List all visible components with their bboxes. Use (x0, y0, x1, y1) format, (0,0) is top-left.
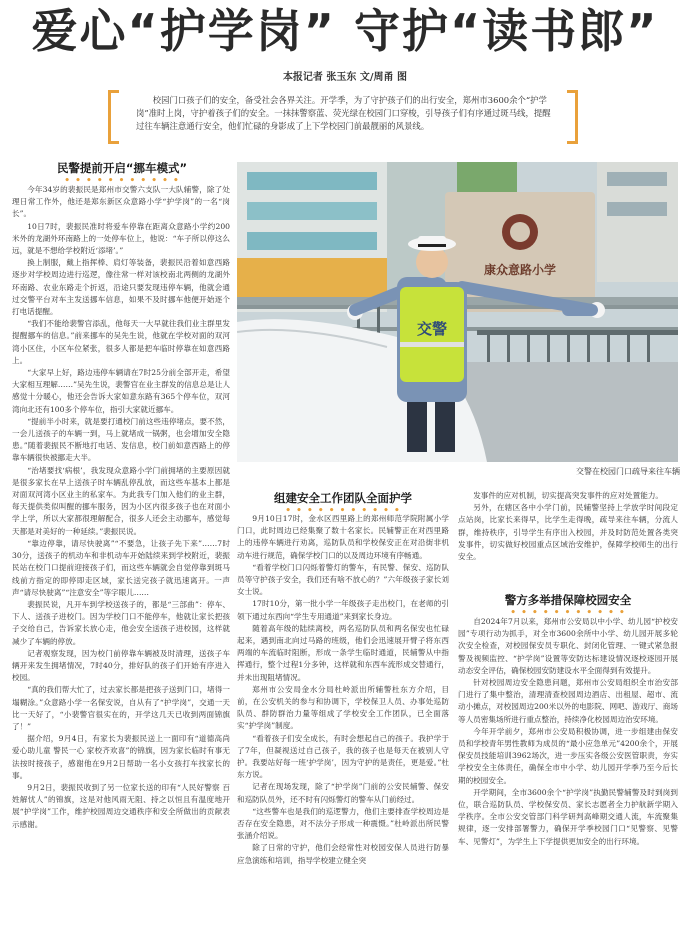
headline: 爱心“护学岗” 守护“读书郎” (31, 4, 659, 58)
paragraph: 记者观察发现，因为校门前停靠车辆被及时清理，送孩子车辆开来发生拥堵情况，7时40分，排好队的孩子们开始有序进入校园。 (12, 648, 230, 683)
paragraph: 郑州市公安局金水分局杜岭派出所辅警杜东方介绍，目前，在公安机关的参与和协调下，学校保卫人员、办事处巡防队员、群防群治力量等组成了学校安全工作团队，已全面落实“护学岗”制度。 (237, 684, 449, 731)
vest-text: 交警 (416, 320, 448, 338)
paragraph: 随着高年级的陆续离校，两名巡防队员和两名保安也忙碌起来，遇到南北向过马路的班级，他们会迅速展开臂子将东西两端的车流临时阻断，形成一条学生临时通道，民辅警从中指挥通行，整个过程1分多钟，这样就和东西车流形成交替通行，并未出现阻堵情况。 (237, 623, 449, 682)
section3-title: 警方多举措保障校园安全 (504, 593, 632, 607)
paragraph: 发事件的应对机制，切实提高突发事件的应对处置能力。 (473, 491, 664, 500)
lead-paragraph: 校园门口孩子们的安全，备受社会各界关注。开学季，为了守护孩子们的出行安全，郑州市3600余个“护学岗”准时上岗，守护着孩子们的安全。一抹抹警察蓝、荧光绿在校园门口穿梭，引导孩子们有序通过斑马线，提醒过往车辆注意通行安全，他们忙碌的身影成了上下学校园门前最靓丽的风景线。 (136, 95, 551, 131)
paragraph: 17时10分，第一批小学一年级孩子走出校门，在老师的引领下通过东西向“学生专用通道”来到家长身边。 (237, 599, 449, 621)
paragraph: “提前半小时来，就是要打通校门前这些违停堵点，要不然，一会儿送孩子的车辆一到，马上就堵成一锅粥，也会增加安全隐患。”随着裴振民不断地打电话、发信息，校门前如意西路上的停靠车辆很快被挪走大半。 (12, 416, 230, 463)
section3-heading (458, 592, 678, 618)
section1-column (12, 184, 230, 926)
lead-box (108, 90, 578, 140)
paragraph: 另外，在辖区各中小学门前，民辅警坚持上学放学时间段定点站岗，比家长来得早，比学生走得晚，疏导来往车辆，分流人群，维持秩序，引导学生有序出入校园，并及时防范处置各类突发事件，切实做好校园重点区域治安维护，保障学校师生的出行安全。 (458, 503, 678, 562)
section1-heading (12, 160, 232, 186)
heading-dots-decoration: • • • • • • • • • • • (64, 176, 180, 186)
section3-column (458, 616, 678, 926)
paragraph: 9月10日17时，金水区西里路上的郑州师范学院附属小学门口，此时周边已经集聚了数十名家长。民辅警正在对西里路上的违停车辆进行劝离，巡防队员和学校保安正在对沿街非机动车进行规范，确保学校门口的以及周边环境有序畅通。 (237, 514, 449, 560)
paragraph: 9月2日，裴振民收到了另一位家长送的印有“人民好警察 百姓解忧人”的锦旗，这是对他风雨无阻、持之以恒且有温度地开展“护学岗”工作，维护校园周边交通秩序和安全所做出的贡献表示感谢。 (12, 782, 230, 829)
photo-caption: 交警在校园门口疏导来往车辆 (576, 467, 680, 476)
paragraph: “真的我们帮大忙了，过去家长都是把孩子送到门口，堵得一塌糊涂。”众意路小学一名保安说，自从有了“护学岗”，交通一天比一天好了，“小裴警官很实在的，开学这几天已收到两面锦旗了！” (12, 685, 230, 731)
heading-dots-decoration: • • • • • • • • • • • (510, 608, 626, 618)
section2-title: 组建安全工作团队全面护学 (274, 491, 412, 505)
paragraph: “靠边停靠，请尽快驶离”“不要急，让孩子先下来”……7时30分，送孩子的机动车和非机动车开始陆续来到学校附近，裴振民站在校门口提前迎接孩子们，而这些车辆就会自觉停靠到斑马线前方指定的即停即走区域，家长送完孩子就迅速离开。一声声“请尽快驶离”“注意安全”等字眼儿…… (12, 538, 230, 597)
paragraph: “看着学校门口闪烁着警灯的警车，有民警、保安、巡防队员等守护孩子安全，我们还有啥不放心的？”六年级孩子家长刘女士说。 (237, 562, 449, 597)
paragraph: 开学期间，全市3600余个“护学岗”执勤民警辅警及时到岗到位，联合巡防队员、学校保安员、家长志愿者全力护航新学期入学秩序。全市公安交管部门科学研判高峰期交通人流，车流聚集规律，逐一安排部署警力，确保开学季校园门口“见警察、见警车、见警灯”，为学生上下学提供更加安全的出行环境。 (458, 787, 678, 846)
paragraph: “这些警车也是我们的巡逻警力，他们主要排查学校周边是否存在安全隐患，对不法分子形成一种震慑。”杜岭派出所民警张涵介绍说。 (237, 806, 449, 841)
paragraph: 针对校园周边安全隐患问题，郑州市公安局组织全市治安部门进行了集中整治，清理清查校园周边酒店、出租屋、超市、流动小摊点，对校园周边200米以外的电影院、网吧、游戏厅、商场等人员密集场所进行重点整治，持续净化校园周边治安环境。 (458, 678, 678, 724)
school-sign-text: 康众意路小学 (483, 263, 557, 277)
paragraph: “大家早上好，路边违停车辆请在7时25分前全部开走，希望大家相互理解……”吴先生说，裴警官在业主群发的信息总是让人感觉十分暖心，他还会告诉大家如意东路有365个停车位，双河湾向北还有100多个停车位，指引大家就近挪车。 (12, 368, 230, 414)
paragraph: 据介绍，9月4日，有家长为裴振民送上一面印有“道德高尚 爱心助儿童 警民一心 家校齐欢喜”的锦旗，因为家长临时有事无法按时接孩子，感谢他在9月2日帮助一名小女孩打车找家长的事。 (12, 734, 230, 780)
heading-dots-decoration: • • • • • • • • • • • (285, 506, 401, 516)
paragraph: 裴振民说，凡开车到学校送孩子的，都是“三部曲”：停车、下人、送孩子进校门。因为学校门口不能停车，他就让家长把孩子交给自己，告诉家长放心走，他会安全送孩子进校园，这样就减少了车辆的停放。 (12, 599, 230, 646)
paragraph: 10日7时，裴振民准时将爱车停靠在距离众意路小学约200米外的龙湖外环南路上的一处停车位上，他说：“车子所以停这么远，就是不想给学校附近‘添堵’。” (12, 221, 230, 256)
section2-column (237, 513, 449, 926)
paragraph: “我们不能给裴警官添乱，他每天一大早就往我们业主群里发提醒挪车的信息。”前来挪车的吴先生说，他就在学校对面的双河湾小区住，小区车位紧张，很多人都是把车临时停靠在如意西路上。 (12, 319, 230, 365)
traffic-police-photo (237, 162, 678, 462)
section1-title: 民警提前开启“挪车模式” (56, 161, 188, 175)
paragraph: 自2024年7月以来，郑州市公安局以中小学、幼儿园“护校安园”专项行动为抓手，对全市3600余所中小学、幼儿园开展多轮次安全检查，对校园保安员专职化、封闭化管理、一键式紧急报警及视频监控、“护学岗”设置等安防达标建设情况逐校逐园开展动态安全评估，确保校园安防建设水平全面得到有效提升。 (458, 617, 678, 675)
paragraph: 今年开学前夕，郑州市公安局积极协调，进一步组建由保安员和学校青年男性教师为成员的“最小应急单元”4200余个，开展保安员技能培训3962场次，进一步压实各级公安医管职责，夯实学校安全主体责任，确保全市中小学、幼儿园开学季乃至今后长期的校园安全。 (458, 726, 678, 785)
bracket-left-decoration (108, 90, 119, 144)
paragraph: 除了日常的守护，他们会经常性对校园安保人员进行防暴应急演练和培训，指导学校建立健全突 (237, 843, 449, 865)
paragraph: 换上制服，戴上指挥棒、肩灯等装备，裴振民沿着如意西路逐步对学校周边进行巡逻，像往常一样对该校南北两侧的龙湖外环南路、农业东路走个折返，沿途只要发现违停车辆，他就会通过交警平台对车主发送挪车信息，如果不及时挪车他便开始逐个打电话提醒。 (12, 258, 230, 317)
paragraph: “治堵要找‘病根’，我发现众意路小学门前拥堵的主要原因就是很多家长在早上送孩子时车辆乱停乱放，而这些车基本上都是对面双河湾小区业主的私家车。为此我专门加入他们的业主群，每天提供类似叫醒的挪车服务，因为小区内很多孩子也在对面小学上学，所以大家都很理解配合，很多人还会主动挪车，感觉每天都是对美好的一种延续。”裴振民说。 (12, 465, 230, 536)
paragraph: 记者在现场发现，除了“护学岗”门前的公安民辅警、保安和巡防队员外，还不时有闪烁警灯的警车从门前经过。 (237, 782, 449, 804)
bracket-right-decoration (567, 90, 578, 144)
byline: 本报记者 张玉东 文/周甬 图 (282, 72, 408, 83)
paragraph: 今年34岁的裴振民是郑州市交警六支队一大队辅警，除了处理日常工作外，他还是郑东新区众意路小学“护学岗”的一名“岗长”。 (12, 185, 230, 219)
section3-continuation (458, 490, 678, 588)
paragraph: “看着孩子们安全成长，有时会想起自己的孩子。我护学于了7年，但凝视送过自己孩子，我的孩子也是每天在被别人守护。我要站好每一班‘护学岗’，因为守护的是责任，更是爱。”杜东方说。 (237, 733, 449, 780)
